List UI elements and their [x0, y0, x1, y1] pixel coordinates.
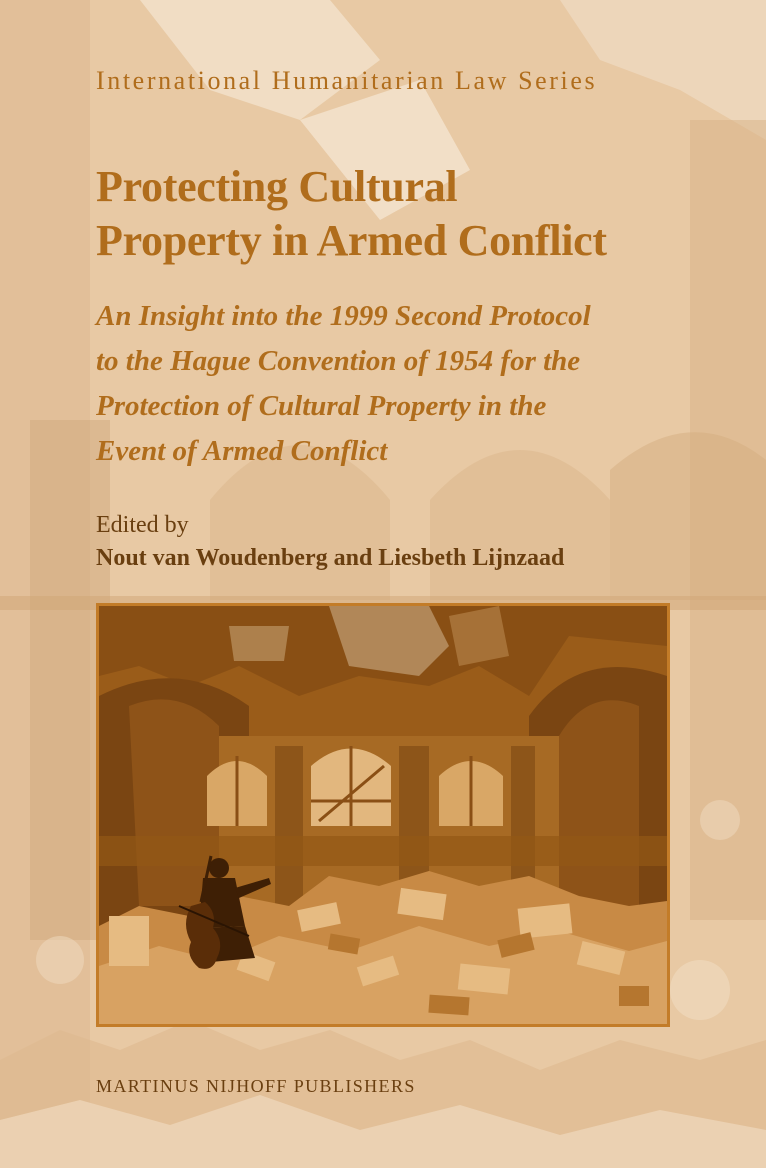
- book-subtitle: [96, 294, 736, 474]
- book-subtitle-line: to the Hague Convention of 1954 for the: [96, 345, 581, 377]
- book-title: [96, 160, 716, 268]
- book-subtitle-line: Event of Armed Conflict: [96, 435, 388, 467]
- book-title-line: Protecting Cultural: [96, 162, 458, 211]
- cellist-in-ruined-library-photo: [96, 603, 670, 1027]
- cover-photo-illustration: [99, 606, 667, 1024]
- book-subtitle-line: Protection of Cultural Property in the: [96, 390, 547, 422]
- series-title: International Humanitarian Law Series: [96, 66, 598, 95]
- book-title-line: Property in Armed Conflict: [96, 216, 607, 265]
- book-subtitle-line: An Insight into the 1999 Second Protocol: [96, 300, 591, 332]
- editor-names: Nout van Woudenberg and Liesbeth Lijnzaad: [96, 545, 565, 571]
- edited-by-label: Edited by: [96, 512, 189, 538]
- publisher-name: MARTINUS NIJHOFF PUBLISHERS: [96, 1076, 416, 1096]
